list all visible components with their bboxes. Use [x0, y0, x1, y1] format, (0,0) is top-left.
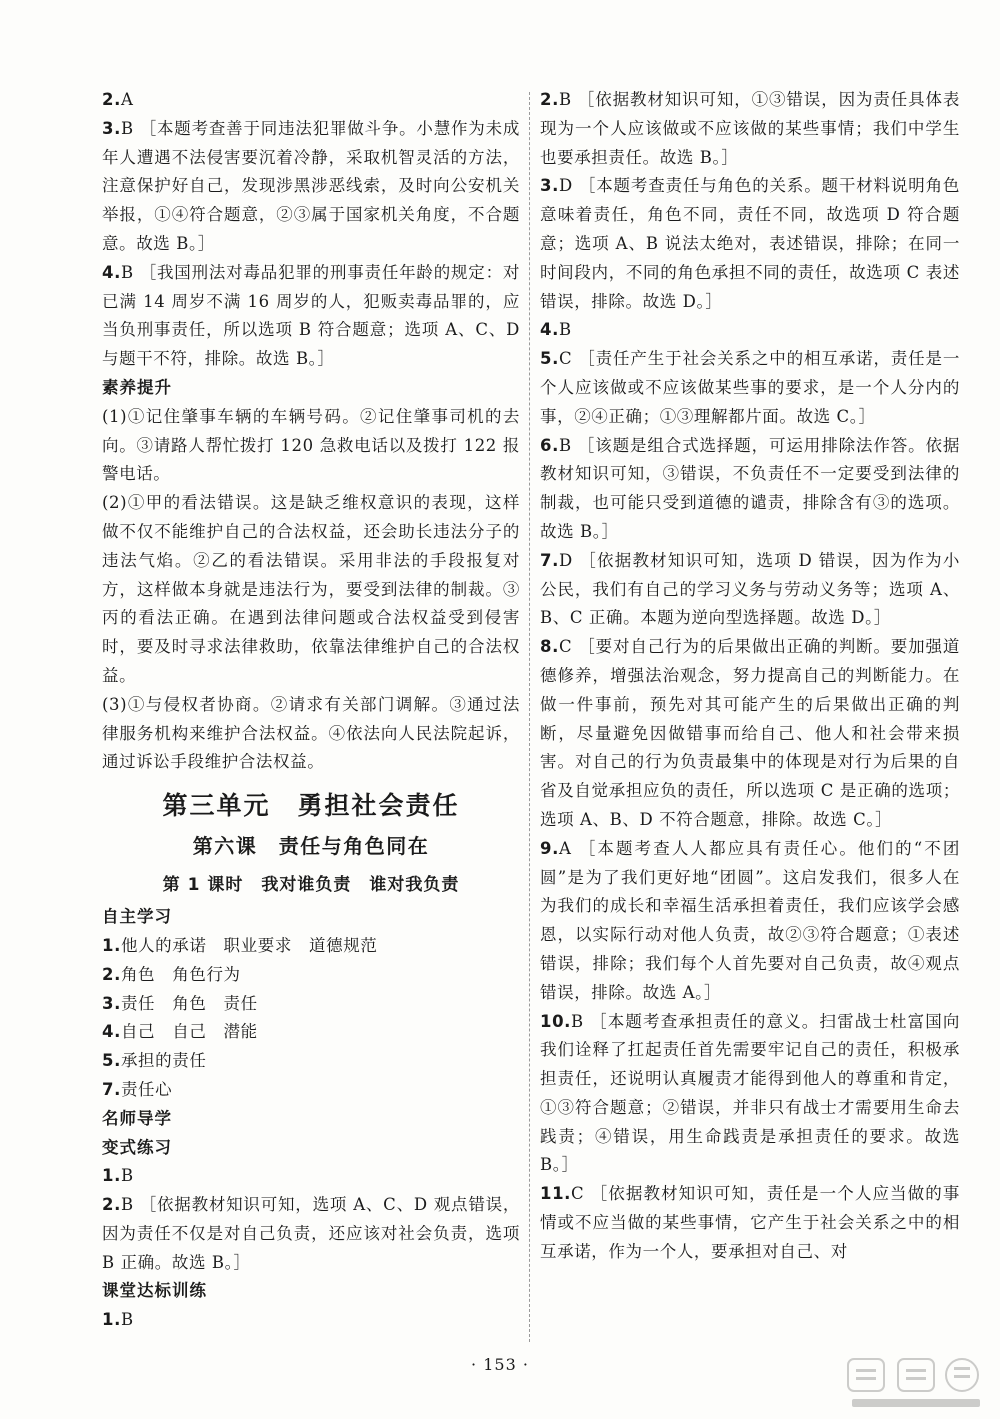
zizhu-item: 2.角色 角色行为: [102, 964, 241, 984]
answer-item: 3.B ［本题考查善于同违法犯罪做斗争。小慧作为未成年人遭遇不法侵害要沉着冷静，采取机智灵活的方法，注意保护好自己，发现涉黑涉恶线索，及时向公安机关举报，①④符合题意，②③属于国家机关角度，不合题意。故选 B。］: [102, 118, 520, 253]
column-divider: [529, 92, 530, 1342]
lesson-title: 第六课 责任与角色同在: [192, 834, 430, 859]
answer-item: 5.C ［责任产生于社会关系之中的相互承诺，责任是一个人应该做或不应该做某些事的要求，是一个人分内的事，②④正确；①③理解都片面。故选 C。］: [540, 349, 960, 426]
suyang-paragraph: (3)①与侵权者协商。②请求有关部门调解。③通过法律服务机构来维护合法权益。④依法向人民法院起诉，通过诉讼手段维护合法权益。: [102, 694, 520, 772]
zizhu-item: 3.责任 角色 责任: [102, 993, 258, 1013]
answer-item: 11.C ［依据教材知识可知，责任是一个人应当做的事情或不应当做的某些事情，它产生于社会关系之中的相互承诺，作为一个人，要承担对自己、对: [540, 1184, 960, 1261]
period-title: 第 1 课时 我对谁负责 谁对我负责: [162, 875, 460, 896]
answer-item: 4.B: [540, 320, 572, 340]
section-heading-bianshi: 变式练习: [102, 1137, 172, 1157]
section-heading-zizhu: 自主学习: [102, 907, 172, 927]
answer-item: 10.B ［本题考查承担责任的意义。扫雷战士杜富国向我们诠释了扛起责任首先需要牢记自己的责任，积极承担责任，还说明认真履责才能得到他人的尊重和肯定，①③符合题意；②错误，并非只有战士才需要用生命去践责；④错误，用生命践责是承担责任的要求。故选 B。］: [540, 1011, 960, 1175]
section-heading-mingshi: 名师导学: [102, 1108, 172, 1128]
bianshi-item: 1.B: [102, 1166, 134, 1186]
zizhu-item: 4.自己 自己 潜能: [102, 1022, 258, 1042]
watermark-logo: [842, 1355, 992, 1413]
left-top-list: [102, 86, 520, 374]
answer-item: 2.B ［依据教材知识可知，①③错误，因为责任具体表现为一个人应该做或不应该做的某些事情；我们中学生也要承担责任。故选 B。］: [540, 90, 960, 167]
zizhu-item: 5.承担的责任: [102, 1051, 207, 1071]
suyang-paragraph: (1)①记住肇事车辆的车辆号码。②记住肇事司机的去向。③请路人帮忙拨打 120 急救电话以及拨打 122 报警电话。: [102, 406, 520, 484]
zizhu-item: 1.他人的承诺 职业要求 道德规范: [102, 935, 378, 955]
bianshi-item: 2.B ［依据教材知识可知，选项 A、C、D 观点错误，因为责任不仅是对自己负责，还应该对社会负责，选项 B 正确。故选 B。］: [102, 1195, 520, 1272]
section-heading-suyang: 素养提升: [102, 377, 172, 397]
ketang-item: 1.B: [102, 1310, 134, 1330]
answer-item: 2.A: [102, 90, 134, 109]
left-column: [102, 86, 520, 1335]
answer-item: 9.A ［本题考查人人都应具有责任心。他们的“不团圆”是为了我们更好地“团圆”。这启发我们，很多人在为我们的成长和幸福生活承担着责任，我们应该学会感恩，以实际行动对他人负责，故②③符合题意；①表述错误，排除；我们每个人首先要对自己负责，故④观点错误，排除。故选 A。］: [540, 838, 960, 1002]
unit-title: 第三单元 勇担社会责任: [162, 791, 460, 821]
right-column: [540, 86, 960, 1267]
section-heading-ketang: 课堂达标训练: [102, 1281, 207, 1301]
suyang-paragraph: (2)①甲的看法错误。这是缺乏维权意识的表现，这样做不仅不能维护自己的合法权益，还会助长违法分子的违法气焰。②乙的看法错误。采用非法的手段报复对方，这样做本身就是违法行为，要受到法律的制裁。③丙的看法正确。在遇到法律问题或合法权益受到侵害时，要及时寻求法律救助，依靠法律维护自己的合法权益。: [102, 493, 520, 685]
zizhu-item: 7.责任心: [102, 1079, 173, 1099]
page-number: · 153 ·: [471, 1355, 529, 1374]
answer-item: 6.B ［该题是组合式选择题，可运用排除法作答。依据教材知识可知，③错误，不负责任不一定要受到法律的制裁，也可能只受到道德的谴责，排除含有③的选项。故选 B。］: [540, 435, 960, 541]
answer-item: 3.D ［本题考查责任与角色的关系。题干材料说明角色意味着责任，角色不同，责任不同，故选项 D 符合题意；选项 A、B 说法太绝对，表述错误，排除；在同一时间段内，不同的角色承担不同的责任，故选项 C 表述错误，排除。故选 D。］: [540, 176, 960, 311]
answer-item: 8.C ［要对自己行为的后果做出正确的判断。要加强道德修养，增强法治观念，努力提高自己的判断能力。在做一件事前，预先对其可能产生的后果做出正确的判断，尽量避免因做错事而给自己、他人和社会带来损害。对自己的行为负责最集中的体现是对行为后果的自省及自觉承担应负的责任，所以选项 C 是正确的选项；选项 A、B、D 不符合题意，排除。故选 C。］: [540, 637, 960, 829]
answer-item: 7.D ［依据教材知识可知，选项 D 错误，因为作为小公民，我们有自己的学习义务与劳动义务等；选项 A、B、C 正确。本题为逆向型选择题。故选 D。］: [540, 550, 960, 628]
answer-item: 4.B ［我国刑法对毒品犯罪的刑事责任年龄的规定：对已满 14 周岁不满 16 周岁的人，犯贩卖毒品罪的，应当负刑事责任，所以选项 B 符合题意；选项 A、C、D 与题干不符，排除。故选 B。］: [102, 262, 520, 369]
